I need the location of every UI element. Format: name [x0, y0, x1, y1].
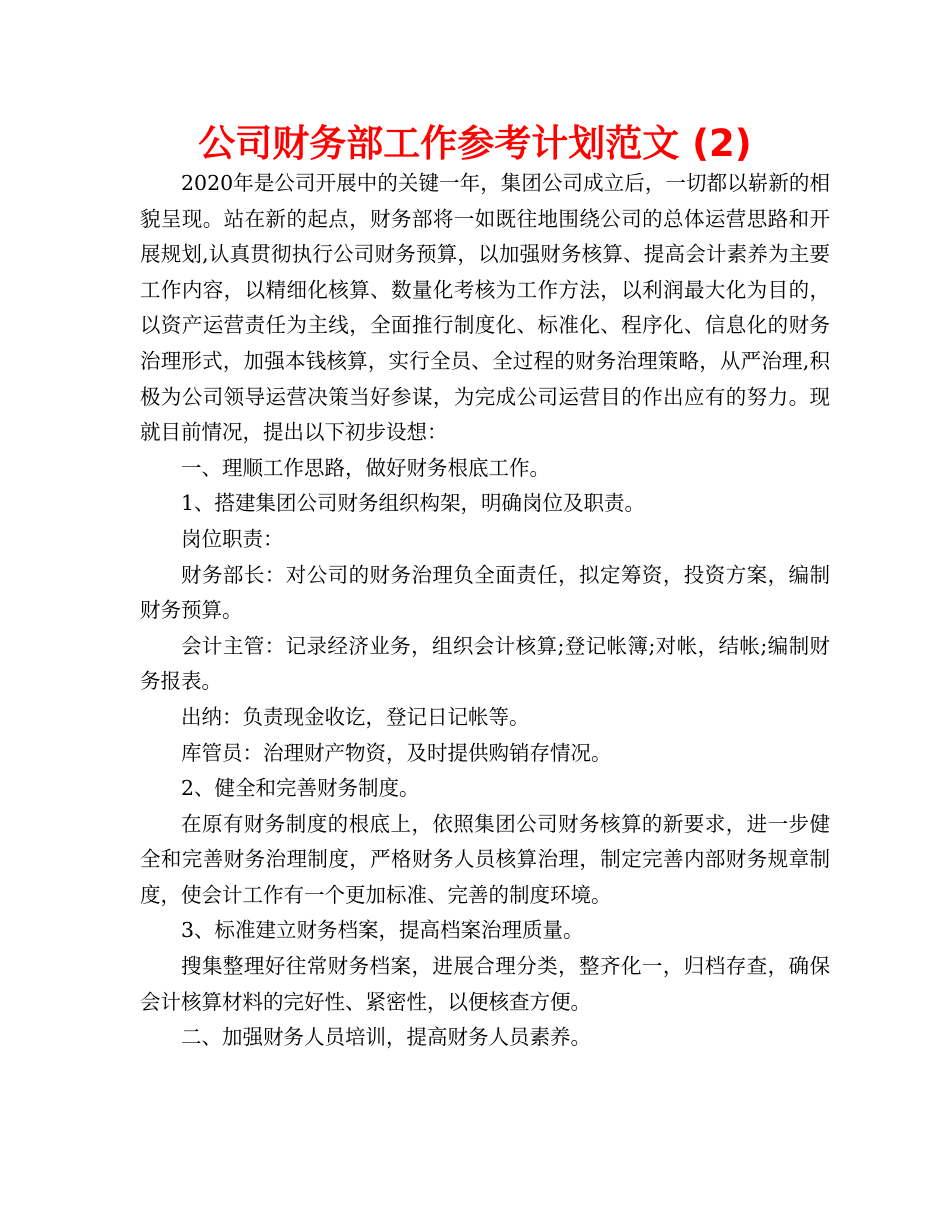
document-title: 公司财务部工作参考计划范文 (2) [198, 122, 752, 165]
paragraph-item-3: 3、标准建立财务档案，提高档案治理质量。 [181, 918, 584, 943]
paragraph-intro: 2020年是公司开展中的关键一年，集团公司成立后，一切都以崭新的相貌呈现。站在新的起点，财务部将一如既往地围绕公司的总体运营思路和开展规划,认真贯彻执行公司财务预算，以加强财务核算、提高会计素养为主要工作内容，以精细化核算、数量化考核为工作方法，以利润最大化为目的，以资产运营责任为主线，全面推行制度化、标准化、程序化、信息化的财务治理形式，加强本钱核算，实行全员、全过程的财务治理策略，从严治理,积极为公司领导运营决策当好参谋，为完成公司运营目的作出应有的努力。现就目前情况，提出以下初步设想： [140, 171, 830, 445]
paragraph-accounting-supervisor: 会计主管：记录经济业务，组织会计核算;登记帐簿;对帐，结帐;编制财务报表。 [140, 633, 830, 694]
paragraph-finance-director: 财务部长：对公司的财务治理负全面责任，拟定筹资，投资方案，编制财务预算。 [140, 562, 830, 623]
paragraph-duties-label: 岗位职责： [181, 526, 284, 551]
document-body [140, 166, 830, 1056]
paragraph-warehouse-keeper: 库管员：治理财产物资，及时提供购销存情况。 [181, 740, 612, 765]
paragraph-section-1-heading: 一、理顺工作思路，做好财务根底工作。 [181, 455, 550, 480]
paragraph-item-1: 1、搭建集团公司财务组织构架，明确岗位及职责。 [181, 491, 646, 516]
paragraph-section-2-heading: 二、加强财务人员培训，提高财务人员素养。 [181, 1025, 591, 1050]
paragraph-item-2-body: 在原有财务制度的根底上，依照集团公司财务核算的新要求，进一步健全和完善财务治理制度，严格财务人员核算治理，制定完善内部财务规章制度，使会计工作有一个更加标准、完善的制度环境。 [140, 811, 830, 907]
paragraph-cashier: 出纳：负责现金收讫，登记日记帐等。 [181, 704, 530, 729]
paragraph-item-2: 2、健全和完善财务制度。 [181, 776, 420, 801]
paragraph-item-3-body: 搜集整理好往常财务档案，进展合理分类，整齐化一，归档存查，确保会计核算材料的完好性、紧密性，以便核查方便。 [140, 954, 830, 1014]
